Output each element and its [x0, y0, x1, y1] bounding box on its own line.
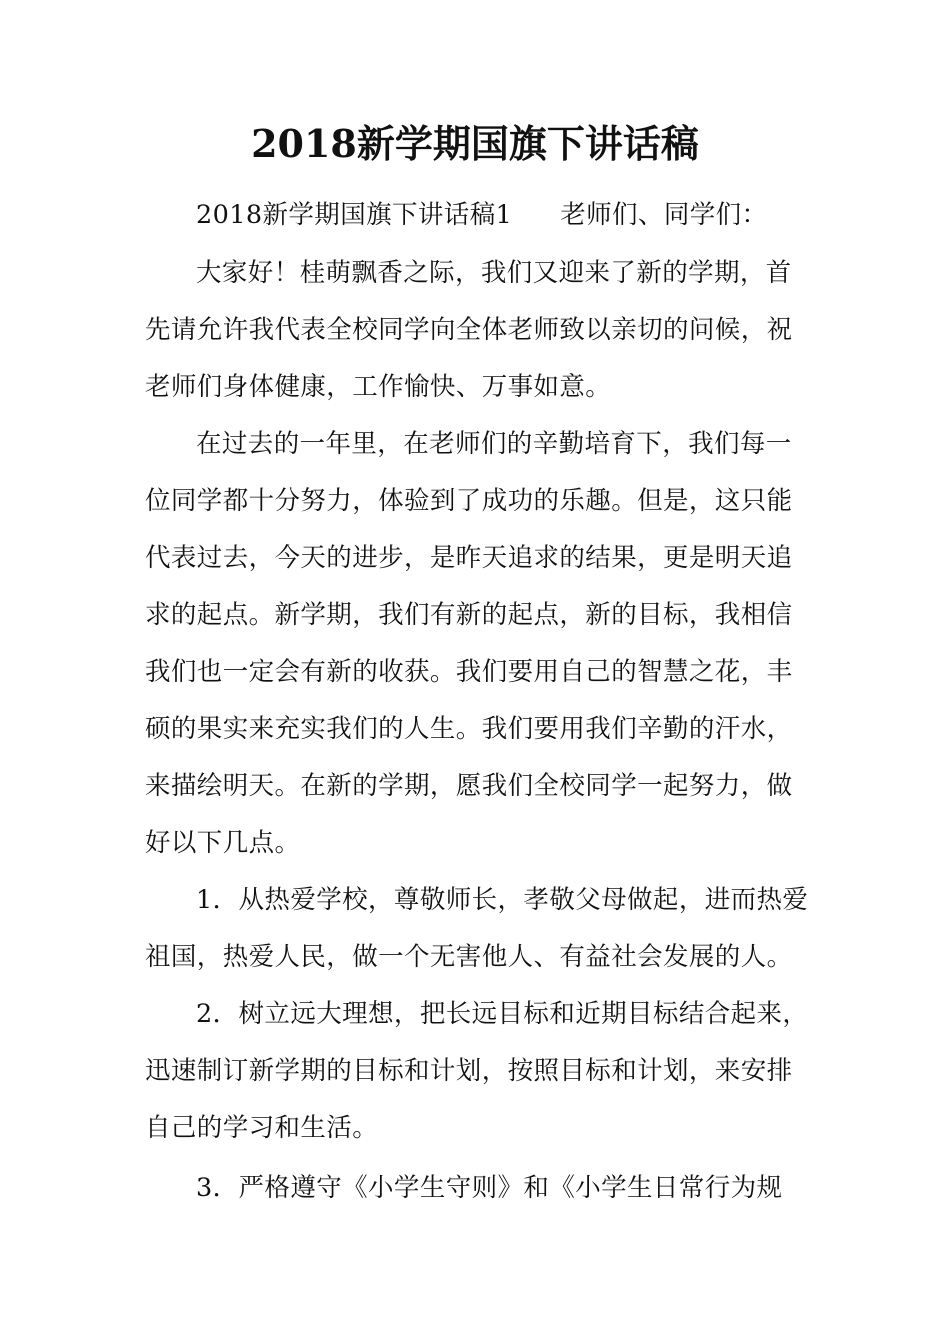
paragraph-line: 好以下几点。	[145, 828, 301, 858]
paragraph-line: 代表过去，今天的进步，是昨天追求的结果，更是明天追	[145, 543, 793, 573]
paragraph-line: 我们也一定会有新的收获。我们要用自己的智慧之花，丰	[145, 657, 793, 687]
list-item-line: 3．严格遵守《小学生守则》和《小学生日常行为规	[196, 1173, 783, 1203]
list-item-line: 迅速制订新学期的目标和计划，按照目标和计划，来安排	[145, 1056, 793, 1086]
subtitle-heading: 2018新学期国旗下讲话稿1	[196, 200, 513, 230]
paragraph-line: 老师们身体健康，工作愉快、万事如意。	[145, 372, 612, 402]
paragraph-line: 硕的果实来充实我们的人生。我们要用我们辛勤的汗水，	[145, 714, 793, 744]
salutation: 老师们、同学们：	[560, 200, 768, 230]
list-item-line: 自己的学习和生活。	[145, 1113, 379, 1143]
paragraph-line: 位同学都十分努力，体验到了成功的乐趣。但是，这只能	[145, 486, 793, 516]
list-item-line: 1．从热爱学校，尊敬师长，孝敬父母做起，进而热爱	[196, 885, 809, 915]
subtitle-line	[196, 198, 866, 232]
paragraph-line: 求的起点。新学期，我们有新的起点，新的目标，我相信	[145, 600, 793, 630]
paragraph-line: 来描绘明天。在新的学期，愿我们全校同学一起努力，做	[145, 771, 793, 801]
list-item-line: 2．树立远大理想，把长远目标和近期目标结合起来，	[196, 999, 809, 1029]
paragraph-line: 先请允许我代表全校同学向全体老师致以亲切的问候，祝	[145, 315, 793, 345]
list-item-line: 祖国，热爱人民，做一个无害他人、有益社会发展的人。	[145, 942, 793, 972]
document-title: 2018新学期国旗下讲话稿	[251, 121, 699, 166]
paragraph-line: 在过去的一年里，在老师们的辛勤培育下，我们每一	[196, 429, 792, 459]
paragraph-line: 大家好！桂萌飘香之际，我们又迎来了新的学期，首	[196, 258, 792, 288]
